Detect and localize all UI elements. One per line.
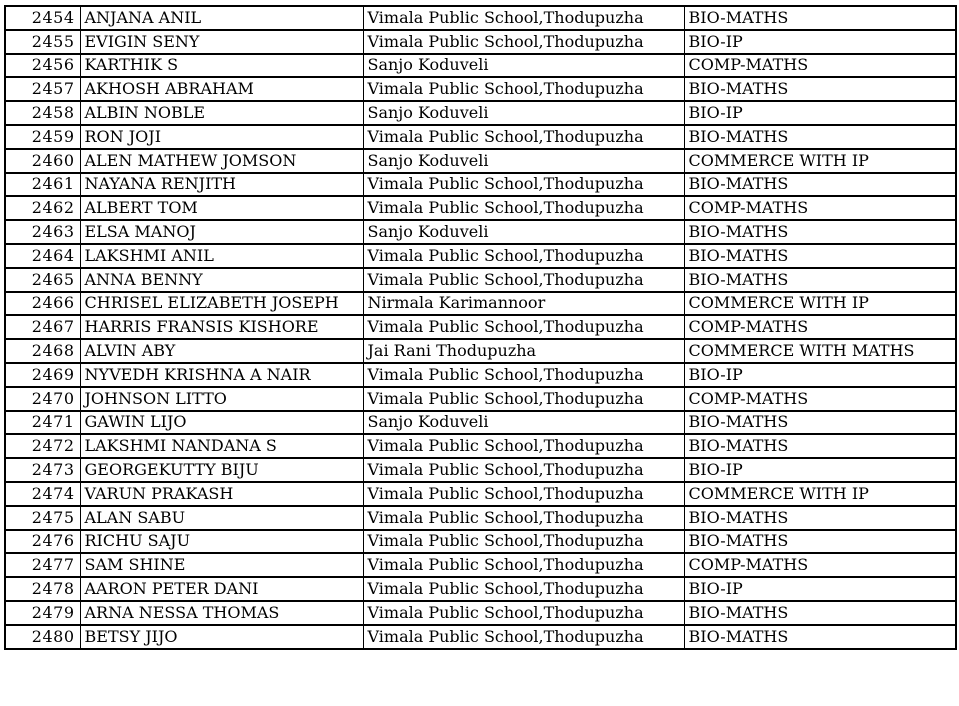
- cell-school: Vimala Public School,Thodupuzha: [363, 363, 684, 387]
- cell-student-name: ALBERT TOM: [80, 196, 363, 220]
- cell-course: BIO-IP: [684, 101, 956, 125]
- table-row: [5, 363, 956, 387]
- cell-roll-number: 2474: [5, 482, 80, 506]
- cell-roll-number: 2463: [5, 220, 80, 244]
- cell-roll-number: 2477: [5, 553, 80, 577]
- cell-school: Vimala Public School,Thodupuzha: [363, 196, 684, 220]
- cell-student-name: CHRISEL ELIZABETH JOSEPH: [80, 292, 363, 316]
- table-row: [5, 387, 956, 411]
- cell-student-name: ALBIN NOBLE: [80, 101, 363, 125]
- student-table-body: [5, 6, 956, 649]
- cell-roll-number: 2457: [5, 77, 80, 101]
- cell-course: BIO-IP: [684, 363, 956, 387]
- cell-course: BIO-IP: [684, 577, 956, 601]
- cell-course: BIO-MATHS: [684, 173, 956, 197]
- cell-school: Sanjo Koduveli: [363, 54, 684, 78]
- cell-roll-number: 2478: [5, 577, 80, 601]
- cell-student-name: LAKSHMI ANIL: [80, 244, 363, 268]
- cell-course: COMMERCE WITH IP: [684, 292, 956, 316]
- cell-student-name: KARTHIK S: [80, 54, 363, 78]
- table-row: [5, 625, 956, 649]
- cell-school: Vimala Public School,Thodupuzha: [363, 434, 684, 458]
- cell-roll-number: 2476: [5, 530, 80, 554]
- cell-roll-number: 2470: [5, 387, 80, 411]
- cell-course: BIO-MATHS: [684, 77, 956, 101]
- table-row: [5, 482, 956, 506]
- table-row: [5, 315, 956, 339]
- cell-course: COMP-MATHS: [684, 196, 956, 220]
- cell-course: BIO-MATHS: [684, 506, 956, 530]
- cell-roll-number: 2480: [5, 625, 80, 649]
- cell-course: BIO-MATHS: [684, 601, 956, 625]
- cell-school: Sanjo Koduveli: [363, 411, 684, 435]
- cell-roll-number: 2479: [5, 601, 80, 625]
- cell-student-name: SAM SHINE: [80, 553, 363, 577]
- cell-student-name: ELSA MANOJ: [80, 220, 363, 244]
- cell-course: BIO-IP: [684, 458, 956, 482]
- cell-student-name: EVIGIN SENY: [80, 30, 363, 54]
- cell-student-name: ALAN SABU: [80, 506, 363, 530]
- cell-roll-number: 2465: [5, 268, 80, 292]
- cell-school: Vimala Public School,Thodupuzha: [363, 77, 684, 101]
- cell-course: BIO-MATHS: [684, 268, 956, 292]
- cell-student-name: ANJANA ANIL: [80, 6, 363, 30]
- cell-school: Vimala Public School,Thodupuzha: [363, 387, 684, 411]
- cell-course: COMMERCE WITH IP: [684, 149, 956, 173]
- cell-roll-number: 2458: [5, 101, 80, 125]
- cell-school: Sanjo Koduveli: [363, 149, 684, 173]
- cell-school: Vimala Public School,Thodupuzha: [363, 244, 684, 268]
- table-row: [5, 292, 956, 316]
- cell-student-name: NAYANA RENJITH: [80, 173, 363, 197]
- cell-student-name: RON JOJI: [80, 125, 363, 149]
- cell-school: Sanjo Koduveli: [363, 101, 684, 125]
- table-row: [5, 339, 956, 363]
- cell-roll-number: 2462: [5, 196, 80, 220]
- table-row: [5, 458, 956, 482]
- cell-roll-number: 2464: [5, 244, 80, 268]
- cell-school: Sanjo Koduveli: [363, 220, 684, 244]
- cell-school: Vimala Public School,Thodupuzha: [363, 506, 684, 530]
- cell-school: Vimala Public School,Thodupuzha: [363, 6, 684, 30]
- cell-student-name: HARRIS FRANSIS KISHORE: [80, 315, 363, 339]
- cell-course: BIO-MATHS: [684, 244, 956, 268]
- table-row: [5, 268, 956, 292]
- cell-school: Vimala Public School,Thodupuzha: [363, 482, 684, 506]
- cell-course: BIO-MATHS: [684, 625, 956, 649]
- cell-student-name: JOHNSON LITTO: [80, 387, 363, 411]
- cell-course: BIO-MATHS: [684, 411, 956, 435]
- cell-roll-number: 2467: [5, 315, 80, 339]
- cell-student-name: GEORGEKUTTY BIJU: [80, 458, 363, 482]
- cell-course: COMP-MATHS: [684, 54, 956, 78]
- cell-student-name: ALVIN ABY: [80, 339, 363, 363]
- cell-course: BIO-MATHS: [684, 530, 956, 554]
- cell-course: BIO-MATHS: [684, 125, 956, 149]
- cell-school: Vimala Public School,Thodupuzha: [363, 601, 684, 625]
- cell-course: BIO-MATHS: [684, 220, 956, 244]
- cell-student-name: LAKSHMI NANDANA S: [80, 434, 363, 458]
- cell-school: Vimala Public School,Thodupuzha: [363, 30, 684, 54]
- table-row: [5, 77, 956, 101]
- cell-school: Vimala Public School,Thodupuzha: [363, 530, 684, 554]
- cell-roll-number: 2454: [5, 6, 80, 30]
- table-row: [5, 220, 956, 244]
- table-row: [5, 125, 956, 149]
- cell-roll-number: 2468: [5, 339, 80, 363]
- cell-roll-number: 2461: [5, 173, 80, 197]
- cell-student-name: AKHOSH ABRAHAM: [80, 77, 363, 101]
- cell-roll-number: 2469: [5, 363, 80, 387]
- cell-roll-number: 2466: [5, 292, 80, 316]
- cell-course: BIO-IP: [684, 30, 956, 54]
- cell-school: Vimala Public School,Thodupuzha: [363, 553, 684, 577]
- cell-roll-number: 2456: [5, 54, 80, 78]
- cell-student-name: NYVEDH KRISHNA A NAIR: [80, 363, 363, 387]
- cell-school: Jai Rani Thodupuzha: [363, 339, 684, 363]
- cell-student-name: ARNA NESSA THOMAS: [80, 601, 363, 625]
- table-row: [5, 530, 956, 554]
- table-row: [5, 553, 956, 577]
- cell-student-name: RICHU SAJU: [80, 530, 363, 554]
- cell-roll-number: 2475: [5, 506, 80, 530]
- table-row: [5, 506, 956, 530]
- cell-roll-number: 2459: [5, 125, 80, 149]
- cell-student-name: BETSY JIJO: [80, 625, 363, 649]
- table-row: [5, 601, 956, 625]
- cell-roll-number: 2471: [5, 411, 80, 435]
- table-row: [5, 411, 956, 435]
- cell-course: COMP-MATHS: [684, 553, 956, 577]
- student-allotment-table: [4, 5, 957, 650]
- cell-roll-number: 2460: [5, 149, 80, 173]
- cell-course: COMMERCE WITH IP: [684, 482, 956, 506]
- cell-student-name: ANNA BENNY: [80, 268, 363, 292]
- cell-course: BIO-MATHS: [684, 434, 956, 458]
- cell-course: COMMERCE WITH MATHS: [684, 339, 956, 363]
- cell-school: Nirmala Karimannoor: [363, 292, 684, 316]
- cell-school: Vimala Public School,Thodupuzha: [363, 458, 684, 482]
- table-row: [5, 196, 956, 220]
- table-row: [5, 149, 956, 173]
- table-row: [5, 577, 956, 601]
- cell-roll-number: 2455: [5, 30, 80, 54]
- cell-student-name: GAWIN LIJO: [80, 411, 363, 435]
- table-row: [5, 101, 956, 125]
- table-row: [5, 173, 956, 197]
- table-row: [5, 30, 956, 54]
- table-row: [5, 6, 956, 30]
- cell-school: Vimala Public School,Thodupuzha: [363, 173, 684, 197]
- cell-school: Vimala Public School,Thodupuzha: [363, 315, 684, 339]
- cell-roll-number: 2472: [5, 434, 80, 458]
- cell-course: BIO-MATHS: [684, 6, 956, 30]
- cell-school: Vimala Public School,Thodupuzha: [363, 268, 684, 292]
- cell-school: Vimala Public School,Thodupuzha: [363, 125, 684, 149]
- cell-student-name: ALEN MATHEW JOMSON: [80, 149, 363, 173]
- table-row: [5, 434, 956, 458]
- cell-course: COMP-MATHS: [684, 315, 956, 339]
- cell-student-name: AARON PETER DANI: [80, 577, 363, 601]
- table-row: [5, 244, 956, 268]
- table-row: [5, 54, 956, 78]
- cell-school: Vimala Public School,Thodupuzha: [363, 625, 684, 649]
- cell-student-name: VARUN PRAKASH: [80, 482, 363, 506]
- cell-school: Vimala Public School,Thodupuzha: [363, 577, 684, 601]
- cell-roll-number: 2473: [5, 458, 80, 482]
- cell-course: COMP-MATHS: [684, 387, 956, 411]
